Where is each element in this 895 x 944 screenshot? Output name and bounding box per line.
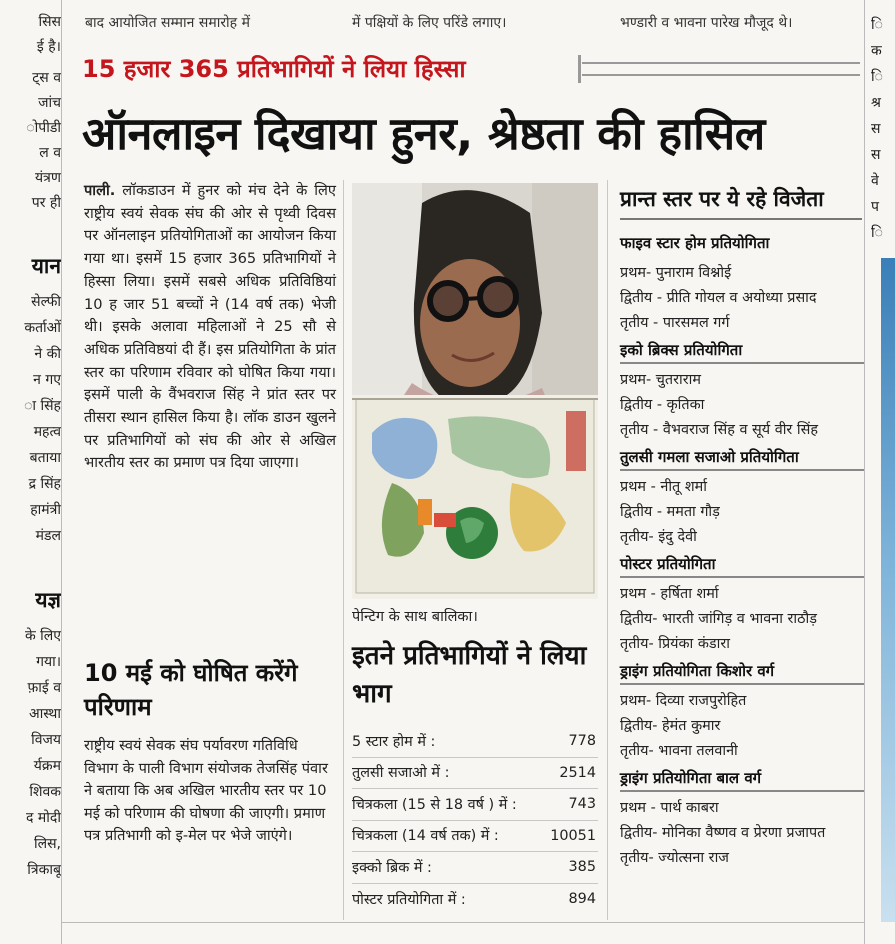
left-column-line: ल व: [39, 145, 61, 161]
winner-entry: तृतीय- भावना तलवानी: [620, 743, 738, 759]
left-column-line: फ़ाई व: [27, 680, 61, 696]
left-column-line: शिवक: [29, 784, 61, 800]
article-body-text: लॉकडाउन में हुनर को मंच देने के लिए राष्ट्रीय स्वयं सेवक संघ की ओर से पृथ्वी दिवस पर ऑनलाइन प्रतियोगिताओं का आयोजन किया गया था। इसमें 15 हजार 365 प्रतिभागियों ने हिस्सा लिया। इसमें सबसे अधिक प्रतिविष्ठियां 10 ह जार 51 बच्चों ने (14 वर्ष तक) भेजी थी। इसके अलावा महिलाओं ने 25 सौ से अधिक प्रतिविष्ठयां दी हैं। इस प्रतियोगिता के प्रांत स्तर का परिणाम रविवार को घोषित किया गया। इसमें पाली के वैंभवराज सिंह ने प्रांत स्तर पर तीसरा स्थान हासिल किया है। लॉक डाउन खुलने पर प्रतिभागियों को संघ की ओर से अखिल भारतीय स्तर का प्रमाण पत्र दिया जाएगा।: [84, 182, 337, 472]
left-column-line: ा सिंह: [24, 398, 61, 414]
left-column-line: विजय: [31, 732, 61, 748]
participants-row: [352, 758, 598, 790]
left-column-line: ोपीडी: [26, 120, 61, 136]
left-column-line: जांच: [38, 95, 61, 111]
adjacent-advertisement: [881, 258, 895, 922]
photo-caption: पेन्टिग के साथ बालिका।: [352, 609, 478, 625]
participants-label: चित्रकला (15 से 18 वर्ष ) में :: [352, 796, 517, 813]
kicker-rule: [582, 62, 860, 76]
left-column-line: हामंत्री: [30, 502, 61, 518]
left-column-line: कर्ताओं: [24, 320, 61, 336]
left-column-line: ने की: [34, 346, 61, 362]
winner-entry: प्रथम - पार्थ काबरा: [620, 800, 719, 816]
participants-row: [352, 726, 598, 758]
right-column-line: क: [871, 43, 882, 59]
top-fragment: भण्डारी व भावना पारेख मौजूद थे।: [620, 15, 793, 31]
left-column-line: न गए: [33, 372, 61, 388]
left-column-line: गया।: [36, 654, 61, 670]
winner-entry: तृतीय- इंदु देवी: [620, 529, 697, 545]
participants-value: 385: [568, 859, 596, 876]
right-column-line: प: [871, 199, 879, 215]
right-column-line: ि: [871, 225, 883, 241]
winner-category: ड्राइंग प्रतियोगिता किशोर वर्ग: [620, 657, 864, 685]
winner-entry: प्रथम - हर्षिता शर्मा: [620, 586, 719, 602]
winner-entry: प्रथम- चुतराराम: [620, 372, 701, 388]
left-clipped-column: [0, 0, 62, 944]
winner-category: ड्राइंग प्रतियोगिता बाल वर्ग: [620, 764, 864, 792]
left-column-line: द मोदी: [26, 810, 61, 826]
winner-entry: तृतीय- प्रियंका कंडारा: [620, 636, 730, 652]
participants-value: 894: [568, 891, 596, 908]
winner-entry: द्वितीय- भारती जांगिड़ व भावना राठौड़: [620, 611, 817, 627]
left-column-line: द्र सिंह: [28, 476, 61, 492]
participants-value: 778: [568, 733, 596, 750]
left-column-line: ट्स व: [32, 70, 61, 86]
left-column-line: त्रिकाबू: [27, 862, 61, 878]
participants-label: तुलसी सजाओ में :: [352, 765, 450, 782]
left-column-line: सिस: [38, 14, 61, 30]
kicker-divider: [578, 55, 581, 83]
main-headline: ऑनलाइन दिखाया हुनर, श्रेष्ठता की हासिल: [82, 107, 765, 160]
column-divider: [607, 180, 608, 920]
winner-category: तुलसी गमला सजाओ प्रतियोगिता: [620, 443, 864, 471]
bottom-rule: [62, 922, 864, 923]
left-column-line: ई है।: [36, 39, 61, 55]
participants-table: [352, 726, 598, 915]
top-cropped-strip: [0, 0, 895, 40]
winner-entry: प्रथम- दिव्या राजपुरोहित: [620, 693, 747, 709]
right-column-line: श्र: [871, 95, 881, 111]
right-column-line: वे: [871, 173, 879, 189]
dateline: पाली.: [84, 182, 116, 199]
participants-row: [352, 852, 598, 884]
article-subhead: 10 मई को घोषित करेंगे परिणाम: [84, 659, 298, 721]
article-photo: [352, 183, 598, 599]
winner-entry: तृतीय - पारसमल गर्ग: [620, 315, 730, 331]
winner-category: पोस्टर प्रतियोगिता: [620, 550, 864, 578]
article-body: [84, 180, 336, 475]
kicker-headline: 15 हजार 365 प्रतिभागियों ने लिया हिस्सा: [82, 55, 466, 83]
winner-entry: द्वितीय- मोनिका वैष्णव व प्रेरणा प्रजापत: [620, 825, 826, 841]
participants-row: [352, 789, 598, 821]
left-column-line: लिस,: [33, 836, 61, 852]
winner-entry: प्रथम- पुनाराम विश्नोई: [620, 265, 732, 281]
participants-label: इक्को ब्रिक में :: [352, 859, 432, 876]
right-column-line: स: [871, 121, 881, 137]
winner-entry: द्वितीय - कृतिका: [620, 397, 705, 413]
left-column-line: यंत्रण: [35, 170, 61, 186]
left-column-line: र्यक्रम: [33, 758, 61, 774]
winners-list: [620, 229, 864, 871]
left-column-heading: यान: [31, 254, 61, 278]
right-clipped-column: [864, 0, 895, 944]
participants-label: चित्रकला (14 वर्ष तक) में :: [352, 828, 499, 845]
participants-value: 743: [568, 796, 596, 813]
winner-entry: प्रथम - नीतू शर्मा: [620, 479, 707, 495]
winner-entry: द्वितीय - प्रीति गोयल व अयोध्या प्रसाद: [620, 290, 817, 306]
article-body-2: राष्ट्रीय स्वयं सेवक संघ पर्यावरण गतिविधि विभाग के पाली विभाग संयोजक तेजसिंह पंवार ने बताया कि अब अखिल भारतीय स्तर पर 10 मई को परिणाम की घोषणा की जाएगी। प्रमाण पत्र प्रतिभागी को इ-मेल पर भेजे जाएंगे।: [84, 737, 328, 844]
column-divider: [343, 180, 344, 920]
winners-title: प्रान्त स्तर पर ये रहे विजेता: [620, 187, 824, 211]
participants-row: [352, 821, 598, 853]
top-fragment: में पक्षियों के लिए परिंडे लगाए।: [352, 15, 507, 31]
participants-heading: इतने प्रतिभागियों ने लिया भाग: [352, 641, 587, 709]
top-fragment: बाद आयोजित सम्मान समारोह में: [85, 15, 250, 31]
girl-with-painting-image: [352, 183, 598, 599]
left-column-line: महत्व: [33, 424, 61, 440]
left-column-line: बताया: [29, 450, 61, 466]
participants-label: पोस्टर प्रतियोगिता में :: [352, 891, 466, 908]
winners-title-rule: [620, 218, 862, 220]
left-column-line: के लिए: [24, 628, 61, 644]
left-column-line: पर ही: [31, 195, 61, 211]
winner-entry: द्वितीय - ममता गौड़: [620, 504, 720, 520]
left-column-heading: यज्ञ: [35, 588, 61, 612]
winner-category: इको ब्रिक्स प्रतियोगिता: [620, 336, 864, 364]
participants-label: 5 स्टार होम में :: [352, 733, 436, 750]
winner-entry: तृतीय- ज्योत्सना राज: [620, 850, 729, 866]
left-column-line: सेल्फी: [31, 294, 61, 310]
left-column-line: आस्था: [28, 706, 61, 722]
participants-value: 10051: [550, 827, 596, 844]
right-column-line: स: [871, 147, 881, 163]
right-column-line: ि: [871, 69, 883, 85]
left-column-line: मंडल: [35, 528, 61, 544]
right-column-line: ि: [871, 17, 883, 33]
participants-row: [352, 884, 598, 916]
winner-entry: तृतीय - वैभवराज सिंह व सूर्य वीर सिंह: [620, 422, 818, 438]
winner-entry: द्वितीय- हेमंत कुमार: [620, 718, 721, 734]
winner-category: फाइव स्टार होम प्रतियोगिता: [620, 234, 770, 252]
participants-value: 2514: [559, 764, 596, 781]
